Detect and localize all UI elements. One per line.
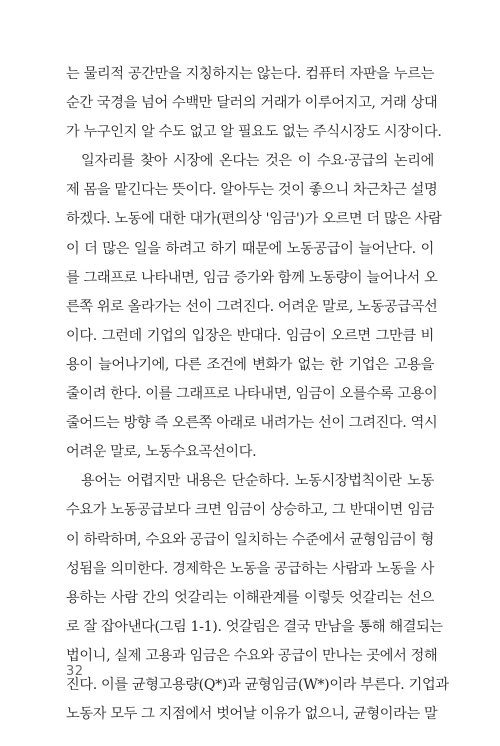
text-line: 일자리를 찾아 시장에 온다는 것은 이 수요·공급의 논리에 [81, 153, 434, 170]
text-line: 용하는 사람 간의 엇갈리는 이해관계를 이렇듯 엇갈리는 선으 [66, 589, 434, 606]
text-line: 수요가 노동공급보다 크면 임금이 상승하고, 그 반대이면 임금 [66, 502, 434, 519]
text-line: 제 몸을 맡긴다는 뜻이다. 알아두는 것이 좋으니 차근차근 설명 [66, 182, 438, 199]
text-line: 는 물리적 공간만을 지칭하지는 않는다. 컴퓨터 자판을 누르는 [66, 66, 434, 82]
text-line: 이 더 많은 일을 하려고 하기 때문에 노동공급이 늘어난다. 이 [66, 240, 434, 257]
text-line: 성됨을 의미한다. 경제학은 노동을 공급하는 사람과 노동을 사 [66, 560, 434, 577]
text-line: 하겠다. 노동에 대한 대가(편의상 '임금')가 오르면 더 많은 사람 [66, 211, 442, 228]
text-line: 이 하락하며, 수요와 공급이 일치하는 수준에서 균형임금이 형 [66, 531, 434, 548]
text-line: 어려운 말로, 노동수요곡선이다. [66, 444, 257, 461]
text-line: 로 잘 잡아낸다(그림 1-1). 엇갈림은 결국 만남을 통해 해결되는 [66, 618, 443, 635]
text-line: 노동자 모두 그 지점에서 벗어날 이유가 없으니, 균형이라는 말 [66, 706, 438, 723]
text-line: 줄어드는 방향 즉 오른쪽 아래로 내려가는 선이 그려진다. 역시 [66, 415, 438, 432]
text-line: 를 그래프로 나타내면, 임금 증가와 함께 노동량이 늘어나서 오 [66, 269, 438, 286]
text-line: 진다. 이를 균형고용량(Q*)과 균형임금(W*)이라 부른다. 기업과 [66, 676, 449, 693]
text-line: 줄이려 한다. 이를 그래프로 나타내면, 임금이 오를수록 고용이 [66, 386, 438, 403]
text-line: 용이 늘어나기에, 다른 조건에 변화가 없는 한 기업은 고용을 [66, 356, 434, 373]
text-line: 용어는 어렵지만 내용은 단순하다. 노동시장법칙이란 노동 [81, 473, 434, 490]
page-number: 32 [66, 664, 84, 679]
page-body [66, 60, 449, 729]
text-line: 이다. 그런데 기업의 입장은 반대다. 임금이 오르면 그만큼 비 [66, 327, 434, 344]
text-line: 른쪽 위로 올라가는 선이 그려진다. 어려운 말로, 노동공급곡선 [66, 298, 438, 315]
text-line: 법이니, 실제 고용과 임금은 수요와 공급이 만나는 곳에서 정해 [66, 647, 438, 664]
text-line: 순간 국경을 넘어 수백만 달러의 거래가 이루어지고, 거래 상대 [66, 95, 438, 112]
text-line: 가 누구인지 알 수도 없고 알 필요도 없는 주식시장도 시장이다. [66, 124, 442, 141]
